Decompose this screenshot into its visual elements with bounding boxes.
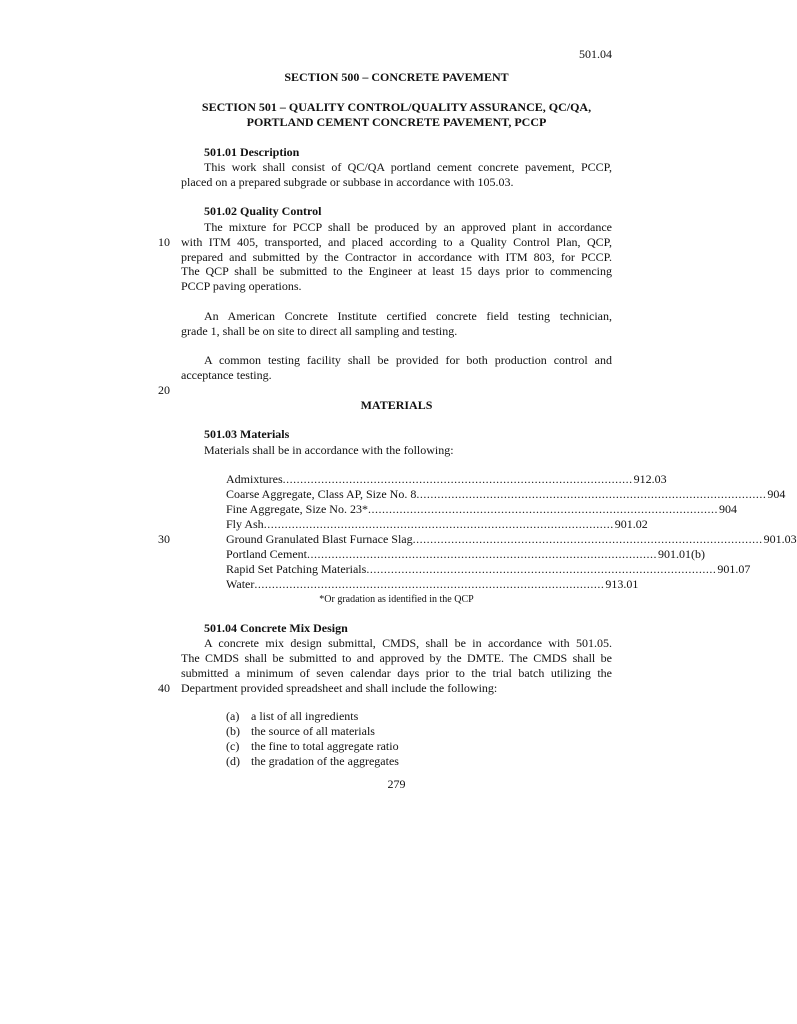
material-name: Fine Aggregate, Size No. 23* xyxy=(226,502,368,516)
material-row xyxy=(226,472,667,487)
leader-dots: .................................................................................................... xyxy=(367,502,718,516)
line-number: 20 xyxy=(158,383,170,397)
list-text: the fine to total aggregate ratio xyxy=(251,739,399,753)
materials-intro: Materials shall be in accordance with the following: xyxy=(204,443,454,457)
mix-design-heading: 501.04 Concrete Mix Design xyxy=(204,621,348,635)
materials-heading: 501.03 Materials xyxy=(204,427,290,441)
line-number: 40 xyxy=(158,681,170,695)
leader-dots: .................................................................................................... xyxy=(263,517,614,531)
page-number: 279 xyxy=(387,777,406,791)
list-text: a list of all ingredients xyxy=(251,709,359,723)
material-spec: 901.01(b) xyxy=(658,547,705,561)
paragraph-line: A concrete mix design submittal, CMDS, shall be in accordance with 501.05. xyxy=(204,636,612,650)
paragraph-line: The mixture for PCCP shall be produced by an approved plant in accordance xyxy=(204,220,612,234)
material-name: Rapid Set Patching Materials xyxy=(226,562,367,576)
list-item xyxy=(226,754,399,769)
material-name: Fly Ash xyxy=(226,517,264,531)
list-text: the gradation of the aggregates xyxy=(251,754,399,768)
material-spec: 913.01 xyxy=(605,577,639,591)
subsection-title-line-2: PORTLAND CEMENT CONCRETE PAVEMENT, PCCP xyxy=(246,115,547,129)
paragraph-line: grade 1, shall be on site to direct all sampling and testing. xyxy=(181,324,458,338)
material-row xyxy=(226,517,648,532)
description-heading: 501.01 Description xyxy=(204,145,300,159)
paragraph-line: Department provided spreadsheet and shall include the following: xyxy=(181,681,498,695)
quality-control-heading: 501.02 Quality Control xyxy=(204,204,322,218)
material-name: Admixtures xyxy=(226,472,283,486)
list-item xyxy=(226,709,358,724)
material-name: Portland Cement xyxy=(226,547,307,561)
leader-dots: .................................................................................................... xyxy=(412,532,763,546)
description-line: This work shall consist of QC/QA portland cement concrete pavement, PCCP, xyxy=(204,160,612,174)
paragraph-line: with ITM 405, transported, and placed according to a Quality Control Plan, QCP, xyxy=(181,235,612,249)
paragraph-line: The CMDS shall be submitted to and approved by the DMTE. The CMDS shall be xyxy=(181,651,612,665)
material-spec: 904 xyxy=(718,502,737,516)
paragraph-line: The QCP shall be submitted to the Engineer at least 15 days prior to commencing xyxy=(181,264,612,278)
leader-dots: .................................................................................................... xyxy=(366,562,717,576)
materials-footnote: *Or gradation as identified in the QCP xyxy=(319,594,474,605)
material-row xyxy=(226,562,751,577)
material-spec: 904 xyxy=(767,487,786,501)
material-spec: 901.07 xyxy=(717,562,751,576)
leader-dots: .................................................................................................... xyxy=(416,487,767,501)
material-name: Ground Granulated Blast Furnace Slag xyxy=(226,532,413,546)
material-spec: 912.03 xyxy=(633,472,667,486)
subsection-title-line-1: SECTION 501 – QUALITY CONTROL/QUALITY ASSURANCE, QC/QA, xyxy=(201,100,592,114)
section-title: SECTION 500 – CONCRETE PAVEMENT xyxy=(284,70,509,84)
leader-dots: .................................................................................................... xyxy=(307,547,657,561)
list-label: (d) xyxy=(226,754,240,768)
list-label: (a) xyxy=(226,709,240,723)
paragraph-line: submitted a minimum of seven calendar days prior to the trial batch utilizing the xyxy=(181,666,612,680)
materials-section-heading: MATERIALS xyxy=(360,398,433,412)
paragraph-line: PCCP paving operations. xyxy=(181,279,302,293)
page-reference: 501.04 xyxy=(579,47,612,61)
description-line: placed on a prepared subgrade or subbase in accordance with 105.03. xyxy=(181,175,514,189)
list-item xyxy=(226,724,375,739)
paragraph-line: acceptance testing. xyxy=(181,368,272,382)
list-text: the source of all materials xyxy=(251,724,375,738)
list-item xyxy=(226,739,399,754)
paragraph-line: prepared and submitted by the Contractor in accordance with ITM 803, for PCCP. xyxy=(181,250,612,264)
material-row xyxy=(226,577,639,592)
material-spec: 901.03 xyxy=(763,532,797,546)
material-spec: 901.02 xyxy=(614,517,648,531)
leader-dots: .................................................................................................... xyxy=(282,472,633,486)
list-label: (b) xyxy=(226,724,240,738)
material-row xyxy=(226,532,797,547)
paragraph-line: A common testing facility shall be provided for both production control and xyxy=(204,353,612,367)
leader-dots: .................................................................................................... xyxy=(254,577,605,591)
material-name: Coarse Aggregate, Class AP, Size No. 8 xyxy=(226,487,417,501)
material-row xyxy=(226,502,737,517)
line-number: 10 xyxy=(158,235,170,249)
material-name: Water xyxy=(226,577,255,591)
line-number: 30 xyxy=(158,532,170,546)
list-label: (c) xyxy=(226,739,240,753)
paragraph-line: An American Concrete Institute certified concrete field testing technician, xyxy=(204,309,612,323)
material-row xyxy=(226,487,786,502)
material-row xyxy=(226,547,705,562)
